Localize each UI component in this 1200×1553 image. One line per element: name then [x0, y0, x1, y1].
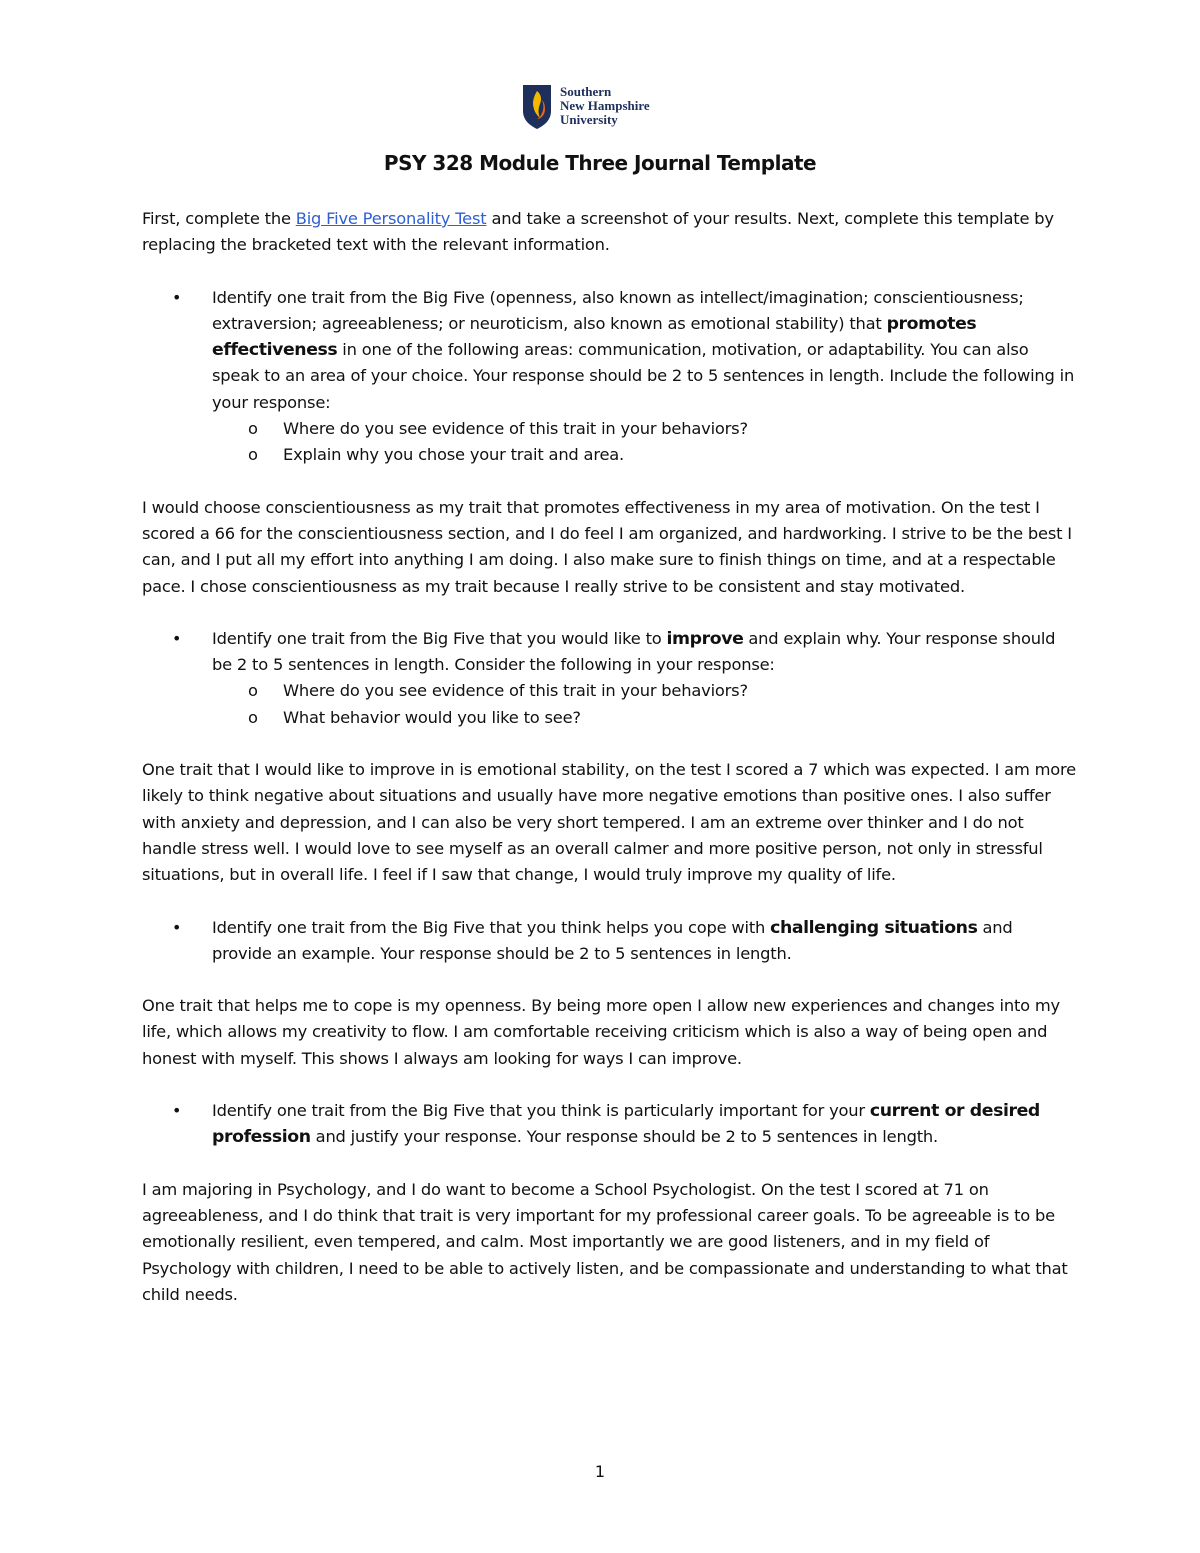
prompt-emphasis: current or desired profession [212, 1101, 1040, 1148]
prompt-item [142, 285, 1077, 469]
intro-text-start: First, complete the [142, 209, 296, 228]
flame-shield-icon [522, 84, 552, 130]
sub-item [212, 705, 1077, 731]
document-title: PSY 328 Module Three Journal Template [383, 151, 817, 175]
page-number: 1 [594, 1462, 606, 1481]
logo-wordmark [560, 85, 650, 127]
sub-item-text: What behavior would you like to see? [283, 707, 581, 727]
sub-item [212, 442, 1077, 468]
prompt-emphasis: improve [666, 628, 744, 649]
university-logo [522, 84, 692, 134]
intro-paragraph [142, 206, 1077, 259]
bullet-icon: • [172, 1101, 182, 1121]
prompt-text [212, 285, 1077, 416]
bullet-icon: • [172, 287, 182, 307]
prompt-text-end: and provide an example. Your response should be 2 to 5 sentences in length. [212, 917, 1013, 963]
prompt-emphasis: challenging situations [770, 917, 978, 938]
prompt-item [142, 1098, 1077, 1151]
answer-paragraph: I would choose conscientiousness as my trait that promotes effectiveness in my area of motivation. On the test I scored a 66 for the conscientiousness section, and I do feel I am organized, and hardworking. I strive to be the best I can, and I put all my effort into anything I am doing. I also make sure to finish things on time, and at a respectable pace. I chose conscientiousness as my trait because I really strive to be consistent and stay motivated. [142, 497, 1072, 596]
prompt-text-end: and explain why. Your response should be 2 to 5 sentences in length. Consider the following in your response: [212, 628, 1056, 675]
prompt-text-end: and justify your response. Your response should be 2 to 5 sentences in length. [310, 1127, 938, 1147]
prompt-text-end: in one of the following areas: communication, motivation, or adaptability. You can also speak to an area of your choice. Your response should be 2 to 5 sentences in length. Include the following in your response: [212, 340, 1075, 412]
prompt-text-start: Identify one trait from the Big Five (openness, also known as intellect/imagination; conscientiousness; extraversion; agreeableness; or neuroticism, also known as emotional stability) that [212, 287, 1024, 333]
logo-line-3: University [560, 112, 618, 127]
sub-bullet-icon: o [248, 681, 258, 701]
prompt-item [142, 915, 1077, 968]
big-five-test-link[interactable]: Big Five Personality Test [295, 209, 487, 228]
sub-item-text: Where do you see evidence of this trait in your behaviors? [283, 681, 748, 701]
prompt-text-start: Identify one trait from the Big Five that you would like to [212, 628, 667, 648]
sub-bullet-icon: o [248, 419, 258, 439]
sub-bullet-icon: o [248, 707, 258, 727]
sub-bullet-icon: o [248, 445, 258, 465]
sub-item [212, 678, 1077, 704]
prompt-text [212, 1098, 1077, 1151]
prompt-text [212, 626, 1077, 679]
answer-paragraph: One trait that helps me to cope is my openness. By being more open I allow new experiences and changes into my life, which allows my creativity to flow. I am comfortable receiving criticism which is also a way of being open and honest with myself. This shows I always am looking for ways I can improve. [142, 996, 1060, 1068]
document-body [142, 206, 1077, 1334]
prompt-item [142, 626, 1077, 731]
answer-paragraph: One trait that I would like to improve in is emotional stability, on the test I scored a 7 which was expected. I am more likely to think negative about situations and usually have more negative emotions than positive ones. I also suffer with anxiety and depression, and I can also be very short tempered. I am an extreme over thinker and I do not handle stress well. I would love to see myself as an overall calmer and more positive person, not only in stressful situations, but in overall life. I feel if I saw that change, I would truly improve my quality of life. [142, 760, 1076, 885]
prompt-text [212, 915, 1077, 968]
sub-item-text: Explain why you chose your trait and area. [283, 445, 625, 465]
intro-text-end: and take a screenshot of your results. Next, complete this template by replacing the bracketed text with the relevant information. [142, 209, 1054, 255]
prompt-emphasis: promotes effectiveness [212, 313, 977, 361]
bullet-icon: • [172, 917, 182, 937]
prompt-text-start: Identify one trait from the Big Five that you think is particularly important for your [212, 1101, 870, 1121]
logo-line-2: New Hampshire [560, 98, 650, 113]
logo-line-1: Southern [560, 84, 612, 99]
answer-paragraph: I am majoring in Psychology, and I do want to become a School Psychologist. On the test I scored at 71 on agreeableness, and I do think that trait is very important for my professional career goals. To be agreeable is to be emotionally resilient, even tempered, and calm. Most importantly we are good listeners, and in my field of Psychology with children, I need to be able to actively listen, and be compassionate and understanding to what that child needs. [142, 1179, 1068, 1304]
sub-item [212, 416, 1077, 442]
sub-item-text: Where do you see evidence of this trait in your behaviors? [283, 419, 748, 439]
bullet-icon: • [172, 628, 182, 648]
prompt-text-start: Identify one trait from the Big Five that you think helps you cope with [212, 917, 771, 937]
